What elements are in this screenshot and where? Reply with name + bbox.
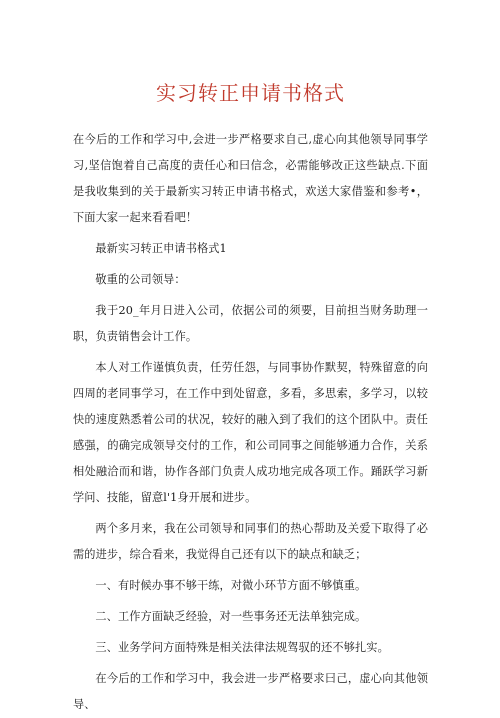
list-item: 三、业务学问方面特殊是相关法律法规驾驭的还不够扎实。 <box>95 641 389 654</box>
salutation: 敬重的公司领导： <box>95 273 186 286</box>
body-paragraph: 两个多月来，我在公司领导和同事们的热心帮助及关爱下取得了必需的进步，综合看来，我觉得自己还有以下的缺点和缺乏； <box>73 522 428 561</box>
document-body <box>73 127 428 718</box>
intro-paragraph: 在今后的工作和学习中,会进一步严格要求自己,虚心向其他领导同事学习,坚信饱着自己高度的责任心和曰信念，必需能够改正这些缺点.下面是我收集到的关于最新实习转正申请书格式，欢送大家借鉴和参考•，下面大家一起来看看吧！ <box>73 133 428 224</box>
body-paragraph: 本人对工作谨慎负责，任劳任怨，与同事协作默契，特殊留意的向四周的老同事学习，在工作中到处留意，多看，多思索，多学习，以较快的速度熟悉着公司的状况，较好的融入到了我们的这个团队中。责任感强，的确完成领导交付的工作，和公司同事之间能够通力合作，关系相处融洽而和谐，协作各部门负责人成功地完成各项工作。踊跃学习新学问、技能，留意l'1身开展和进步。 <box>73 361 428 504</box>
list-item: 二、工作方面缺乏经验，对一些事务还无法单独完成。 <box>95 610 367 623</box>
body-paragraph: 我于20_年月日进入公司，依据公司的须要，目前担当财务助理一职，负责销售会计工作。 <box>73 304 428 343</box>
body-paragraph: 在今后的工作和学习中，我会进一步严格要求曰己，虚心向其他领导、 <box>73 672 428 711</box>
document-title: 实习转正申请书格式 <box>156 81 345 105</box>
list-item: 一、有时候办事不够干练，对微小环节方面不够慎重。 <box>95 579 367 592</box>
section-heading: 最新实习转正申请书格式1 <box>95 242 227 255</box>
